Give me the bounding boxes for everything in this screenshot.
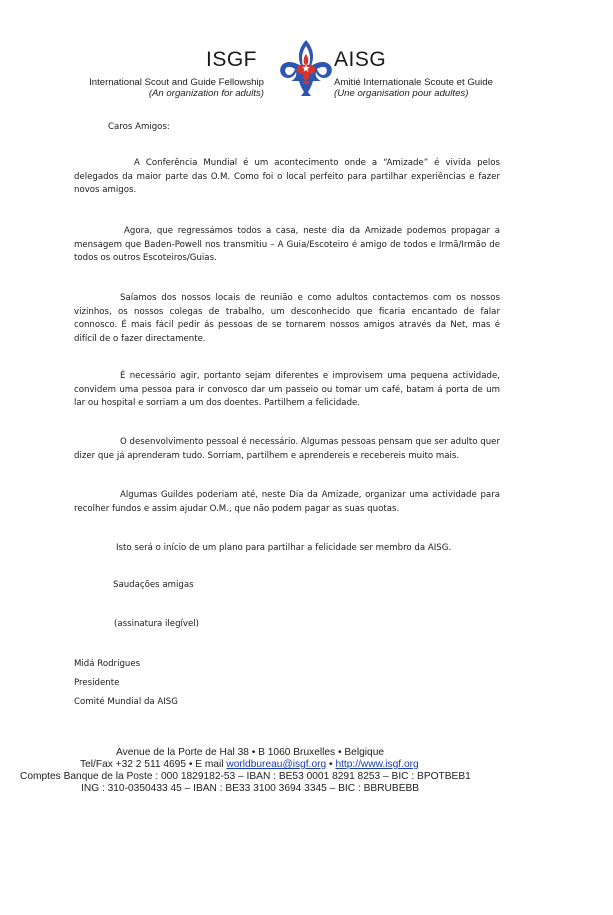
footer-separator: •	[326, 759, 336, 770]
aisg-name: Amitié Internationale Scoute et Guide	[334, 77, 493, 88]
signer-role: Presidente	[74, 678, 120, 688]
paragraph-4: É necessário agir, portanto sejam diferentes e improvisem uma pequena actividade, convidem uma pessoa para ir convosco dar um passeio ou tomar um café, batam á porta de um lar ou hospital e sorriam a um dos doentes. Partilhem a felicidade.	[74, 371, 500, 409]
paragraph-6: Algumas Guildes poderiam até, neste Dia da Amizade, organizar uma actividade para recolher fundos e assim ajudar O.M., que não podem pagar as suas quotas.	[74, 490, 500, 514]
footer-contact	[80, 759, 419, 771]
signature-note: (assinatura ilegível)	[114, 619, 200, 629]
footer-bank-line-1: Comptes Banque de la Poste : 000 1829182-53 – IBAN : BE53 0001 8291 8253 – BIC : BPOTBEB1	[20, 771, 471, 782]
footer-phone: Tel/Fax +32 2 511 4695 • E mail	[80, 759, 227, 770]
signer-org: Comité Mundial da AISG	[74, 697, 178, 707]
signer-name: Midá Rodrigues	[74, 659, 141, 669]
paragraph-3: Saíamos dos nossos locais de reunião e como adultos contactemos com os nossos vizinhos, os nossos colegas de trabalho, um desconhecido que ficaria encantado de falar connosco. É mais fácil pedir ás pessoas de se tornarem nossos amigos através da Net, mas é difícil de o fazer directamente.	[74, 293, 500, 344]
aisg-subtitle	[334, 77, 534, 99]
isgf-title: ISGF	[206, 48, 258, 71]
isgf-name: International Scout and Guide Fellowship	[89, 77, 264, 88]
isgf-tagline: (An organization for adults)	[148, 88, 264, 99]
paragraph-5: O desenvolvimento pessoal é necessário. Algumas pessoas pensam que ser adulto quer dizer que já aprenderam tudo. Sorriam, partilhem e aprendereis e recebereis muito mais.	[74, 437, 501, 461]
paragraph-1: A Conferência Mundial é um acontecimento onde a “Amizade” é vivida pelos delegados da maior parte das O.M. Como foi o local perfeito para partilhar experiências e fazer novos amigos.	[74, 158, 500, 196]
paragraph-2: Agora, que regressámos todos a casa, neste dia da Amizade podemos propagar a mensagem que Baden-Powell nos transmitiu – A Guia/Escoteiro é amigo de todos e Irmã/Irmão de todos os outros Escoteiros/Guias.	[74, 226, 500, 264]
website-link[interactable]: http://www.isgf.org	[335, 759, 419, 770]
paragraph-7: Isto será o início de um plano para partilhar a felicidade ser membro da AISG.	[116, 543, 452, 553]
greeting: Caros Amigos:	[108, 122, 170, 132]
footer-bank-line-2: ING : 310-0350433 45 – IBAN : BE33 3100 3694 3345 – BIC : BBRUBEBB	[81, 783, 420, 794]
closing: Saudações amigas	[113, 580, 194, 590]
aisg-tagline: (Une organisation pour adultes)	[334, 88, 469, 99]
footer-address: Avenue de la Porte de Hal 38 • B 1060 Bruxelles • Belgique	[116, 747, 385, 758]
fleur-de-lis-trefoil-logo	[277, 38, 335, 100]
aisg-title: AISG	[334, 48, 387, 71]
isgf-subtitle	[84, 77, 264, 99]
email-link[interactable]: worldbureau@isgf.org	[226, 759, 327, 770]
